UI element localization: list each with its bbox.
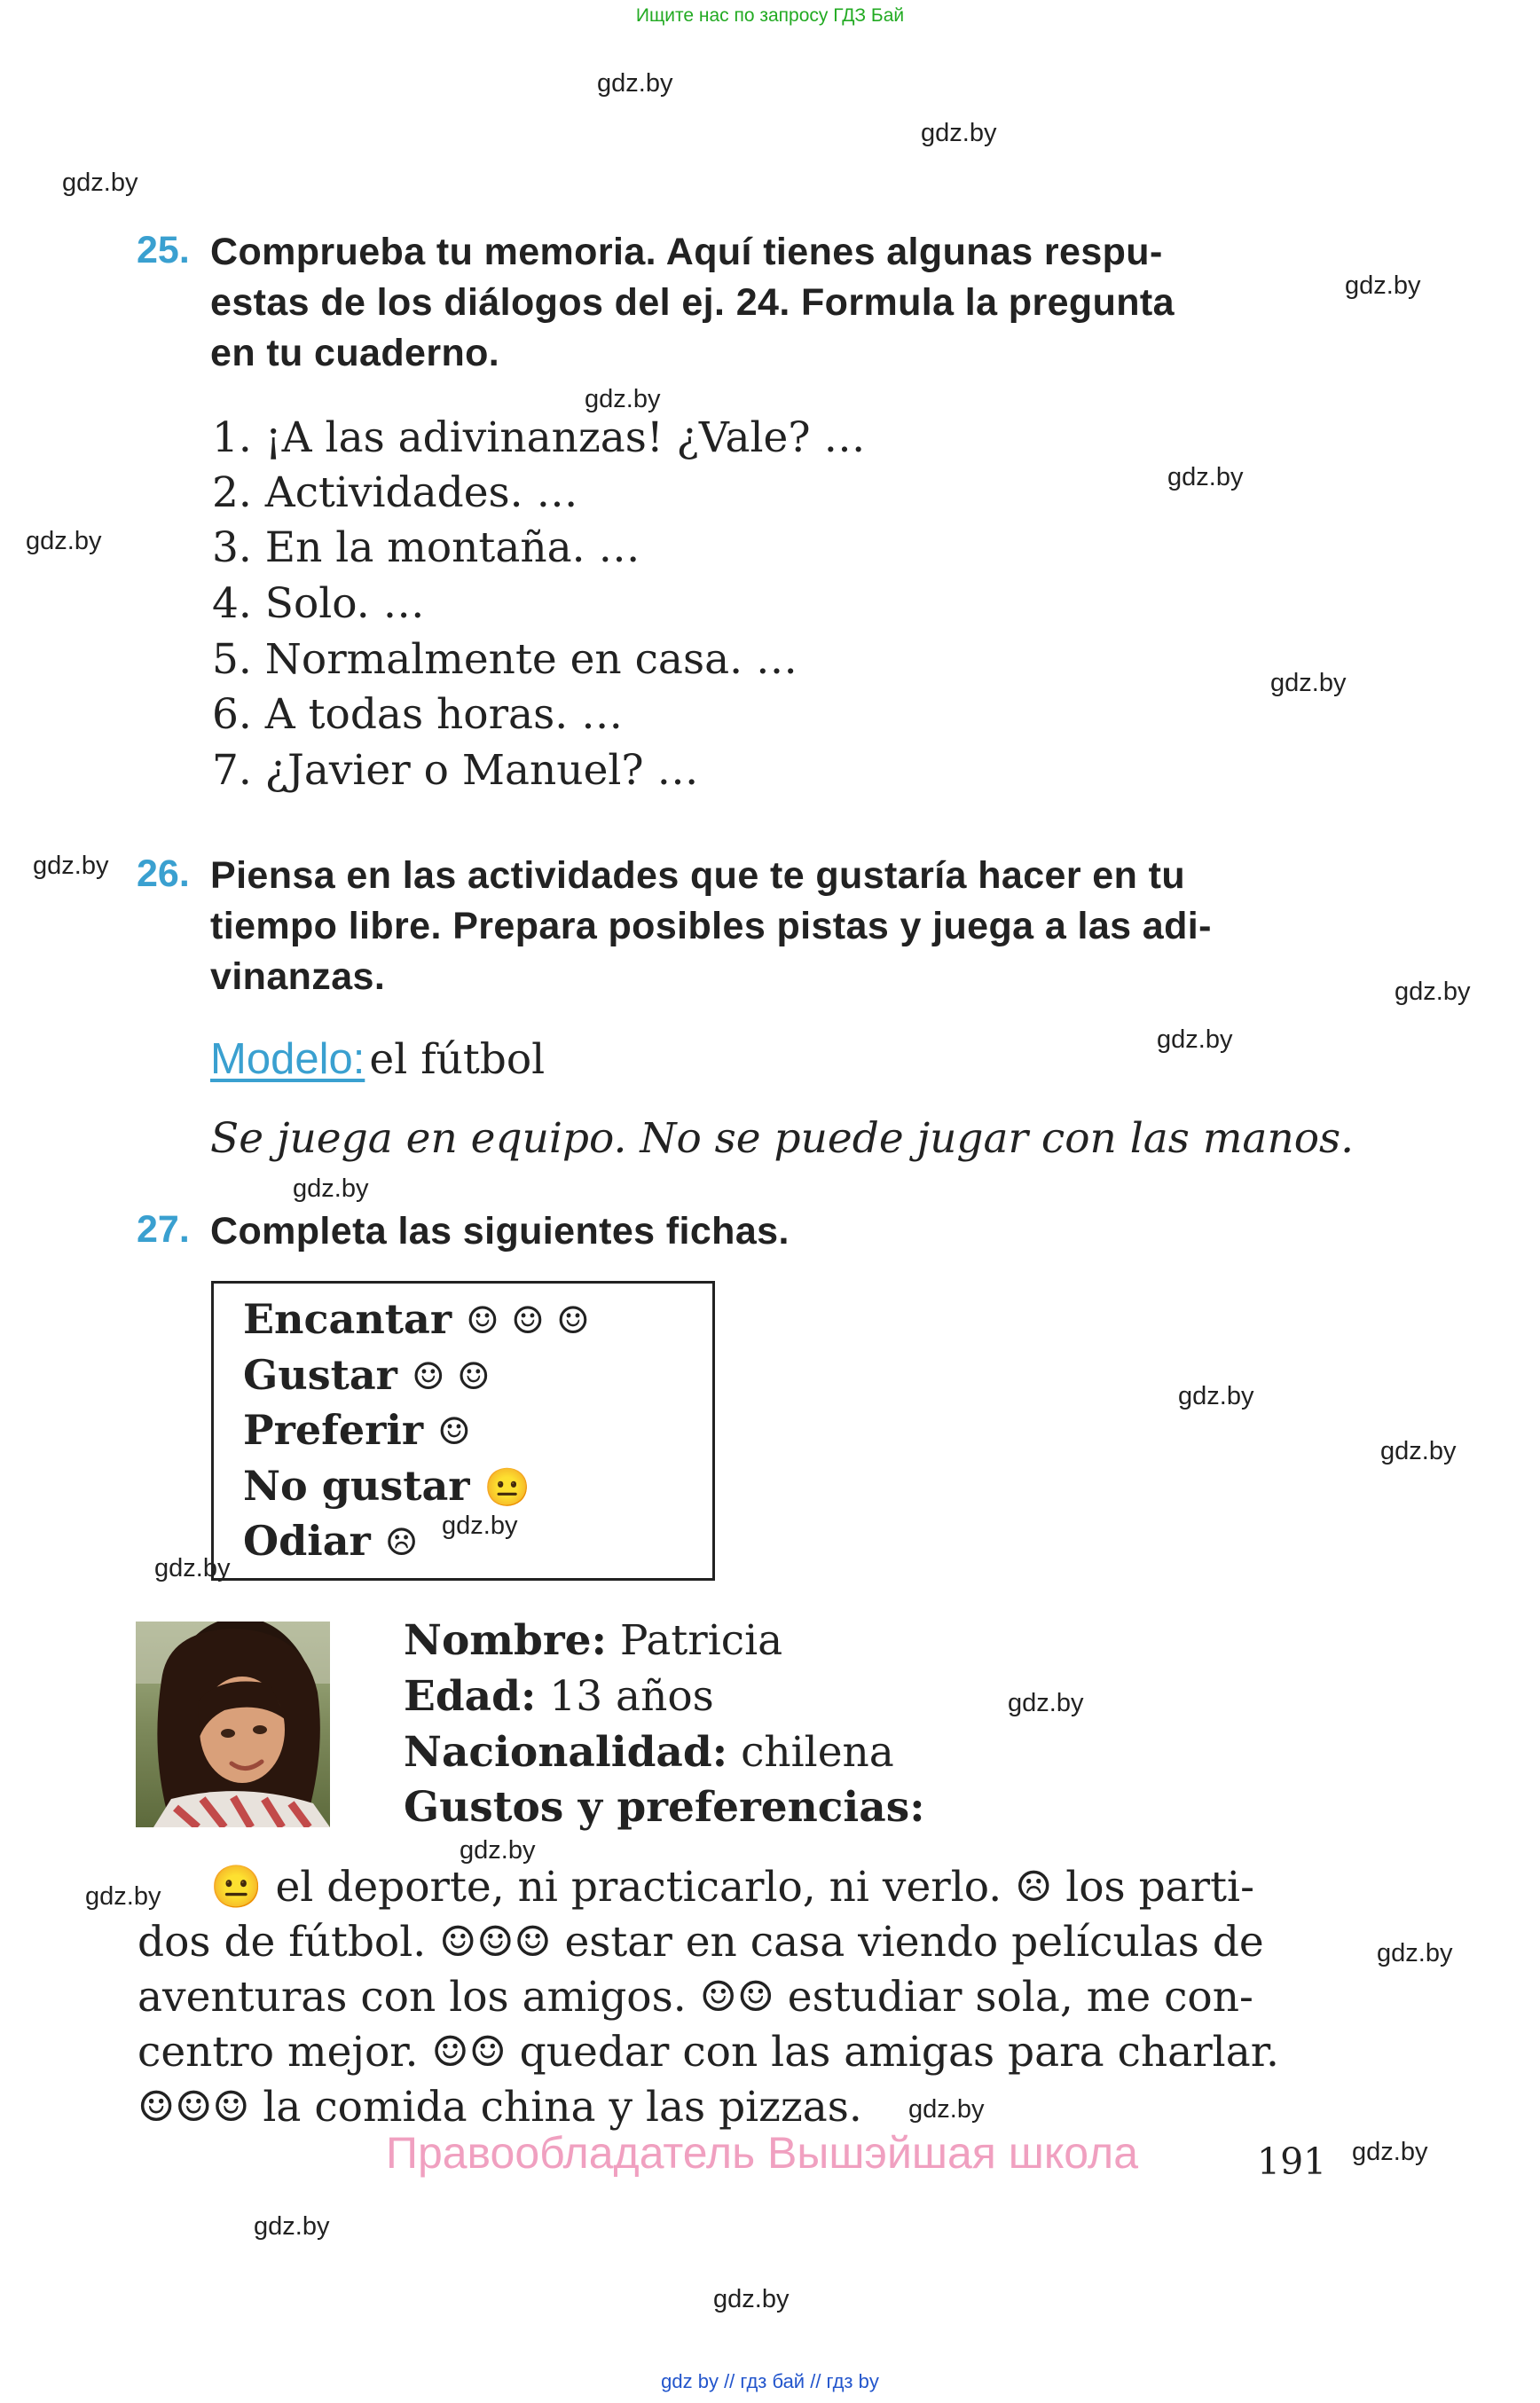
- legend-label: Gustar: [243, 1351, 397, 1399]
- watermark: gdz.by: [1377, 1939, 1453, 1967]
- watermark: gdz.by: [921, 119, 997, 147]
- exercise-instruction: Completa las siguientes fichas.: [210, 1210, 790, 1253]
- watermark: gdz.by: [1157, 1025, 1233, 1054]
- edad-label: Edad:: [404, 1672, 537, 1721]
- watermark: gdz.by: [1345, 271, 1421, 300]
- gustos-label: Gustos y preferencias:: [404, 1783, 925, 1832]
- modelo-example: Se juega en equipo. No se puede jugar con las manos.: [210, 1114, 1355, 1163]
- watermark: gdz.by: [585, 385, 661, 413]
- answer-item: 2. Actividades. …: [212, 468, 578, 517]
- watermark: gdz.by: [442, 1512, 518, 1540]
- modelo-word: el fútbol: [369, 1035, 546, 1084]
- preferences-paragraph: [138, 1860, 1326, 2135]
- legend-row: [243, 1406, 471, 1454]
- legend-row: [243, 1295, 590, 1343]
- paragraph-line: aventuras con los amigos. ☺☺ estudiar sola, me con-: [138, 1973, 1253, 2022]
- frown-face-icon: ☹: [384, 1520, 419, 1564]
- watermark: gdz.by: [293, 1174, 369, 1203]
- modelo-link[interactable]: Modelo:: [210, 1035, 365, 1083]
- answer-item: 3. En la montaña. …: [212, 523, 640, 572]
- answer-item: 5. Normalmente en casa. …: [212, 635, 798, 684]
- top-banner: Ищите нас по запросу ГДЗ Бай: [635, 5, 905, 26]
- watermark: gdz.by: [1395, 978, 1471, 1006]
- page-number: 191: [1257, 2140, 1327, 2183]
- watermark: gdz.by: [1380, 1437, 1457, 1465]
- profile-age-row: [404, 1672, 714, 1721]
- exercise-instruction: [210, 851, 1363, 1002]
- answer-item: 7. ¿Javier o Manuel? …: [212, 746, 699, 795]
- watermark: gdz.by: [460, 1836, 536, 1865]
- exercise-number: 27.: [137, 1208, 190, 1251]
- nacionalidad-value: chilena: [741, 1728, 894, 1777]
- smiley-icon: ☺: [437, 1410, 471, 1453]
- watermark: gdz.by: [713, 2285, 790, 2313]
- paragraph-line: dos de fútbol. ☺☺☺ estar en casa viendo películas de: [138, 1918, 1264, 1967]
- watermark: gdz.by: [33, 852, 109, 880]
- answer-item: 6. A todas horas. …: [212, 690, 624, 739]
- profile-photo: [136, 1622, 330, 1827]
- nacionalidad-label: Nacionalidad:: [404, 1728, 728, 1777]
- exercise-instruction: [210, 227, 1328, 379]
- watermark: gdz.by: [62, 169, 138, 197]
- instruction-line: Comprueba tu memoria. Aquí tienes algunas respu-: [210, 231, 1163, 273]
- modelo-row: [210, 1034, 545, 1084]
- legend-label: Odiar: [243, 1517, 371, 1565]
- exercise-number: 25.: [137, 229, 190, 271]
- instruction-line: estas de los diálogos del ej. 24. Formula la pregunta: [210, 281, 1175, 324]
- rights-holder-stamp: Правообладатель Вышэйшая школа: [386, 2128, 1138, 2178]
- legend-row: [243, 1462, 530, 1510]
- instruction-line: Piensa en las actividades que te gustaría hacer en tu: [210, 854, 1186, 897]
- answer-item: 1. ¡A las adivinanzas! ¿Vale? …: [212, 413, 866, 462]
- watermark: gdz.by: [1167, 463, 1244, 491]
- smiley-icon: ☺ ☺: [411, 1355, 491, 1398]
- instruction-line: en tu cuaderno.: [210, 332, 500, 374]
- watermark: gdz.by: [26, 527, 102, 555]
- paragraph-line: 😐 el deporte, ni practicarlo, ni verlo. ☹ los parti-: [210, 1863, 1254, 1912]
- answer-item: 4. Solo. …: [212, 579, 425, 628]
- exercise-number: 26.: [137, 852, 190, 895]
- watermark: gdz.by: [254, 2212, 330, 2241]
- instruction-line: vinanzas.: [210, 955, 386, 998]
- watermark: gdz.by: [1008, 1689, 1084, 1717]
- watermark: gdz.by: [1352, 2138, 1428, 2166]
- legend-label: Encantar: [243, 1295, 452, 1343]
- paragraph-line: ☺☺☺ la comida china y las pizzas.: [138, 2083, 862, 2132]
- footer-links[interactable]: gdz by // гдз бай // гдз by: [661, 2370, 879, 2392]
- legend-label: Preferir: [243, 1406, 424, 1454]
- profile-name-row: [404, 1616, 782, 1665]
- watermark: gdz.by: [1178, 1382, 1254, 1410]
- instruction-line: tiempo libre. Prepara posibles pistas y juega a las adi-: [210, 905, 1212, 947]
- watermark: gdz.by: [85, 1882, 161, 1911]
- legend-label: No gustar: [243, 1462, 470, 1510]
- profile-nationality-row: [404, 1728, 894, 1777]
- edad-value: 13 años: [549, 1672, 714, 1721]
- watermark: gdz.by: [154, 1554, 231, 1582]
- paragraph-line: centro mejor. ☺☺ quedar con las amigas para charlar.: [138, 2028, 1279, 2077]
- nombre-value: Patricia: [619, 1616, 783, 1665]
- smiley-icon: ☺ ☺ ☺: [466, 1299, 590, 1342]
- watermark: gdz.by: [597, 69, 673, 98]
- watermark: gdz.by: [1270, 669, 1347, 697]
- legend-row: [243, 1517, 418, 1565]
- neutral-face-icon: 😐: [483, 1465, 530, 1509]
- watermark: gdz.by: [908, 2095, 985, 2124]
- legend-row: [243, 1351, 491, 1399]
- nombre-label: Nombre:: [404, 1616, 607, 1665]
